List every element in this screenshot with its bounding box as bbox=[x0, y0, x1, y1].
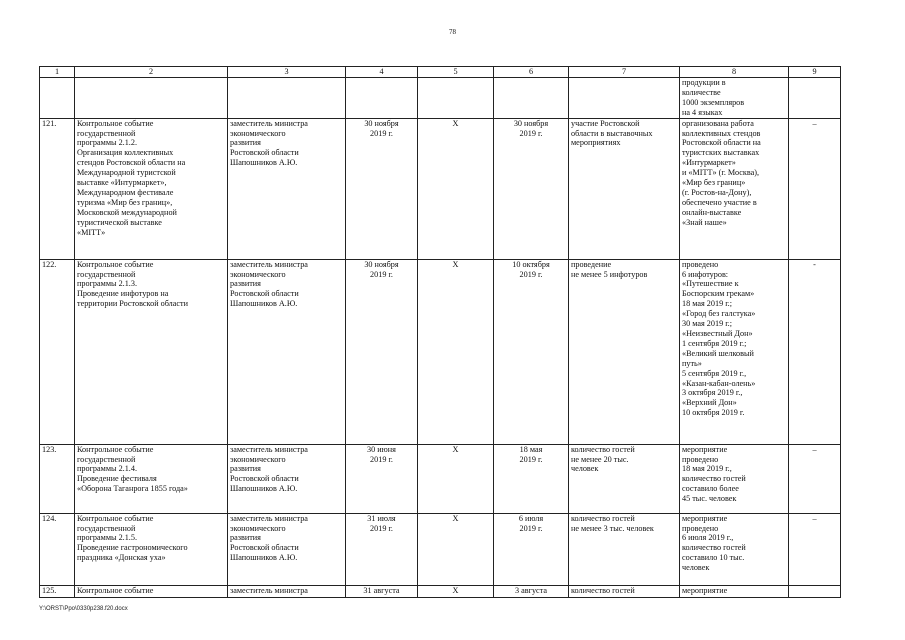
row-number: 122. bbox=[40, 259, 75, 444]
note bbox=[789, 585, 841, 597]
event-description: Контрольное событие государственной программы 2.1.2. Организация коллективных стендов Ростовской области на Международной туристской выставке «Интурмаркет», Международном фестивале туризма «Мир без границ», Московской международной туристической выставке «MITT» bbox=[75, 118, 228, 259]
event-description: Контрольное событие государственной программы 2.1.5. Проведение гастрономического праздника «Донская уха» bbox=[75, 513, 228, 585]
responsible-person: заместитель министра экономического развития Ростовской области Шапошников А.Ю. bbox=[228, 118, 346, 259]
responsible-person: заместитель министра экономического развития Ростовской области Шапошников А.Ю. bbox=[228, 513, 346, 585]
column-number: 9 bbox=[789, 67, 841, 78]
responsible-person: заместитель министра bbox=[228, 585, 346, 597]
row-number: 121. bbox=[40, 118, 75, 259]
result-description: мероприятие проведено 18 мая 2019 г., количество гостей составило более 45 тыс. человек bbox=[680, 444, 789, 513]
column-number: 1 bbox=[40, 67, 75, 78]
actual-date: 10 октября 2019 г. bbox=[494, 259, 569, 444]
table-row bbox=[40, 585, 841, 597]
note bbox=[789, 78, 841, 119]
column-number: 4 bbox=[346, 67, 418, 78]
table-row bbox=[40, 78, 841, 119]
row-number: 123. bbox=[40, 444, 75, 513]
page-number: 78 bbox=[449, 28, 456, 36]
actual-date: 6 июля 2019 г. bbox=[494, 513, 569, 585]
event-description: Контрольное событие bbox=[75, 585, 228, 597]
row-number bbox=[40, 78, 75, 119]
actual-date bbox=[494, 78, 569, 119]
target-indicator bbox=[569, 78, 680, 119]
actual-date: 30 ноября 2019 г. bbox=[494, 118, 569, 259]
note: – bbox=[789, 513, 841, 585]
planned-date: 30 ноября 2019 г. bbox=[346, 259, 418, 444]
row-number: 124. bbox=[40, 513, 75, 585]
column-number-row bbox=[40, 67, 841, 78]
column-number: 5 bbox=[418, 67, 494, 78]
event-description bbox=[75, 78, 228, 119]
planned-date bbox=[346, 78, 418, 119]
result-description: проведено 6 инфотуров: «Путешествие к Боспорским грекам» 18 мая 2019 г.; «Город без галстука» 30 мая 2019 г.; «Неизвестный Дон» 1 сентября 2019 г.; «Великий шелковый путь» 5 сентября 2019 г., «Казан-кабан-олень» 3 октября 2019 г., «Верхний Дон» 10 октября 2019 г. bbox=[680, 259, 789, 444]
x-mark: X bbox=[418, 513, 494, 585]
planned-date: 31 июля 2019 г. bbox=[346, 513, 418, 585]
column-number: 8 bbox=[680, 67, 789, 78]
planned-date: 30 ноября 2019 г. bbox=[346, 118, 418, 259]
column-number: 6 bbox=[494, 67, 569, 78]
actual-date: 3 августа bbox=[494, 585, 569, 597]
document-path-footer: Y:\ORST\Ppo\0330p238.f20.docx bbox=[39, 606, 128, 612]
event-description: Контрольное событие государственной программы 2.1.3. Проведение инфотуров на территории Ростовской области bbox=[75, 259, 228, 444]
row-number: 125. bbox=[40, 585, 75, 597]
column-number: 7 bbox=[569, 67, 680, 78]
note: – bbox=[789, 444, 841, 513]
x-mark: X bbox=[418, 585, 494, 597]
x-mark: X bbox=[418, 259, 494, 444]
responsible-person: заместитель министра экономического развития Ростовской области Шапошников А.Ю. bbox=[228, 259, 346, 444]
responsible-person bbox=[228, 78, 346, 119]
actual-date: 18 мая 2019 г. bbox=[494, 444, 569, 513]
note: - bbox=[789, 259, 841, 444]
result-description: мероприятие bbox=[680, 585, 789, 597]
table-row bbox=[40, 259, 841, 444]
x-mark: X bbox=[418, 444, 494, 513]
target-indicator: количество гостей bbox=[569, 585, 680, 597]
target-indicator: количество гостей не менее 20 тыс. человек bbox=[569, 444, 680, 513]
column-number: 3 bbox=[228, 67, 346, 78]
result-description: мероприятие проведено 6 июля 2019 г., количество гостей составило 10 тыс. человек bbox=[680, 513, 789, 585]
result-description: продукции в количестве 1000 экземпляров на 4 языках bbox=[680, 78, 789, 119]
event-description: Контрольное событие государственной программы 2.1.4. Проведение фестиваля «Оборона Таганрога 1855 года» bbox=[75, 444, 228, 513]
target-indicator: проведение не менее 5 инфотуров bbox=[569, 259, 680, 444]
responsible-person: заместитель министра экономического развития Ростовской области Шапошников А.Ю. bbox=[228, 444, 346, 513]
table-row bbox=[40, 444, 841, 513]
result-description: организована работа коллективных стендов Ростовской области на туристских выставках «Интурмаркет» и «MITT» (г. Москва), «Мир без границ» (г. Ростов-на-Дону), обеспечено участие в онлайн-выставке «Знай наше» bbox=[680, 118, 789, 259]
note: – bbox=[789, 118, 841, 259]
report-table bbox=[39, 66, 841, 598]
table-row bbox=[40, 118, 841, 259]
table-row bbox=[40, 513, 841, 585]
column-number: 2 bbox=[75, 67, 228, 78]
target-indicator: количество гостей не менее 3 тыс. человек bbox=[569, 513, 680, 585]
x-mark bbox=[418, 78, 494, 119]
target-indicator: участие Ростовской области в выставочных мероприятиях bbox=[569, 118, 680, 259]
x-mark: X bbox=[418, 118, 494, 259]
planned-date: 30 июня 2019 г. bbox=[346, 444, 418, 513]
planned-date: 31 августа bbox=[346, 585, 418, 597]
